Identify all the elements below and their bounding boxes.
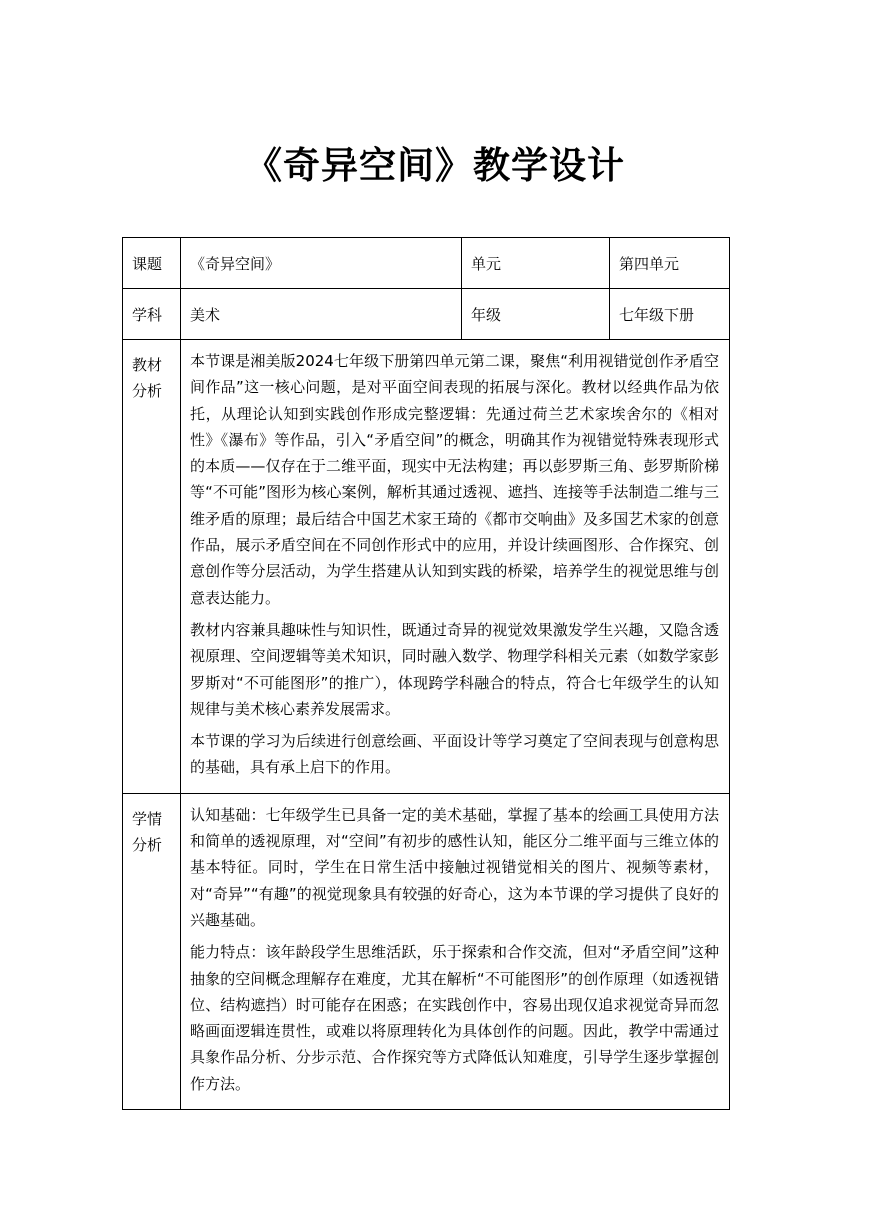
textbook-analysis-paragraph: 教材内容兼具趣味性与知识性，既通过奇异的视觉效果激发学生兴趣，又隐含透视原理、空间逻辑等美术知识，同时融入数学、物理学科相关元素（如数学家彭罗斯对“不可能图形”的推广），体现跨学科融合的特点，符合七年级学生的认知规律与美术核心素养发展需求。: [190, 620, 719, 718]
student-analysis-content: [181, 793, 730, 1109]
table-row: [123, 289, 730, 340]
unit-value: 第四单元: [610, 238, 730, 289]
topic-label: 课题: [123, 238, 181, 289]
table-row: [123, 793, 730, 1109]
textbook-analysis-content: [181, 340, 730, 794]
table-row: [123, 340, 730, 794]
table-row: [123, 238, 730, 289]
lesson-plan-table: [122, 237, 730, 1110]
subject-label: 学科: [123, 289, 181, 340]
grade-value: 七年级下册: [610, 289, 730, 340]
document-title: 《奇异空间》教学设计: [245, 144, 625, 187]
textbook-analysis-paragraph: 本节课是湘美版2024七年级下册第四单元第二课，聚焦“利用视错觉创作矛盾空间作品”这一核心问题，是对平面空间表现的拓展与深化。教材以经典作品为依托，从理论认知到实践创作形成完整逻辑：先通过荷兰艺术家埃舍尔的《相对性》《瀑布》等作品，引入“矛盾空间”的概念，明确其作为视错觉特殊表现形式的本质——仅存在于二维平面，现实中无法构建；再以彭罗斯三角、彭罗斯阶梯等“不可能”图形为核心案例，解析其通过透视、遮挡、连接等手法制造二维与三维矛盾的原理；最后结合中国艺术家王琦的《都市交响曲》及多国艺术家的创意作品，展示矛盾空间在不同创作形式中的应用，并设计续画图形、合作探究、创意创作等分层活动，为学生搭建从认知到实践的桥梁，培养学生的视觉思维与创意表达能力。: [190, 352, 719, 607]
student-analysis-paragraph: 认知基础：七年级学生已具备一定的美术基础，掌握了基本的绘画工具使用方法和简单的透视原理，对“空间”有初步的感性认知，能区分二维平面与三维立体的基本特征。同时，学生在日常生活中接触过视错觉相关的图片、视频等素材，对“奇异”“有趣”的视觉现象具有较强的好奇心，这为本节课的学习提供了良好的兴趣基础。: [190, 805, 719, 929]
student-analysis-label: 学情 分析: [123, 793, 181, 1109]
subject-value: 美术: [181, 289, 462, 340]
topic-value: 《奇异空间》: [181, 238, 462, 289]
grade-label: 年级: [462, 289, 610, 340]
textbook-analysis-paragraph: 本节课的学习为后续进行创意绘画、平面设计等学习奠定了空间表现与创意构思的基础，具有承上启下的作用。: [190, 732, 719, 777]
textbook-analysis-label: 教材 分析: [123, 340, 181, 794]
unit-label: 单元: [462, 238, 610, 289]
student-analysis-paragraph: 能力特点：该年龄段学生思维活跃，乐于探索和合作交流，但对“矛盾空间”这种抽象的空间概念理解存在难度，尤其在解析“不可能图形”的创作原理（如透视错位、结构遮挡）时可能存在困惑；在实践创作中，容易出现仅追求视觉奇异而忽略画面逻辑连贯性，或难以将原理转化为具体创作的问题。因此，教学中需通过具象作品分析、分步示范、合作探究等方式降低认知难度，引导学生逐步掌握创作方法。: [190, 943, 719, 1093]
